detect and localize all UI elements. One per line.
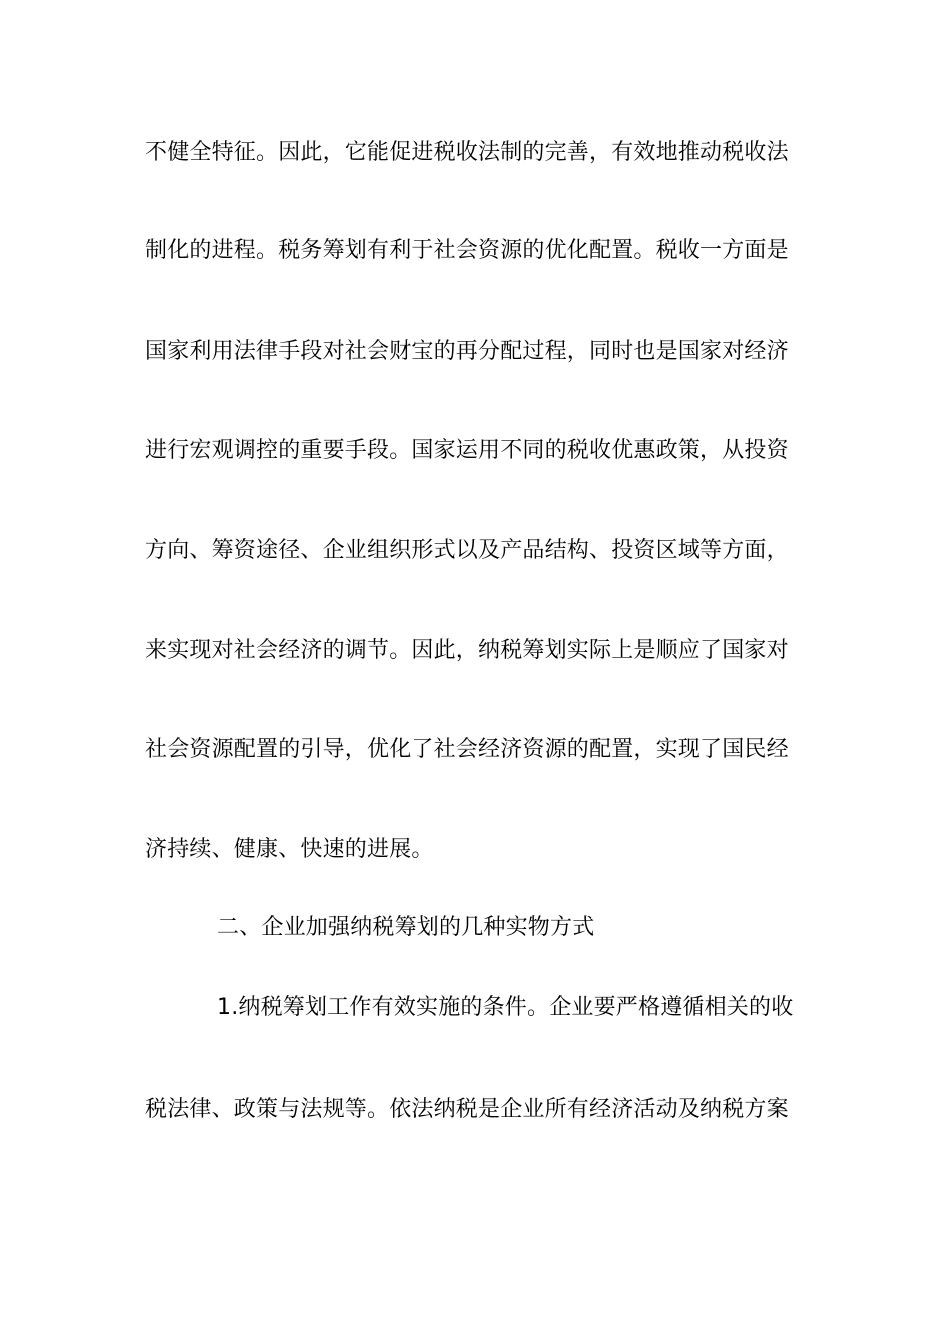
paragraph-line: 国家利用法律手段对社会财宝的再分配过程，同时也是国家对经济 <box>145 339 789 364</box>
paragraph-line: 来实现对社会经济的调节。因此，纳税筹划实际上是顺应了国家对 <box>145 638 789 663</box>
paragraph-line: 制化的进程。税务筹划有利于社会资源的优化配置。税收一方面是 <box>145 238 789 263</box>
paragraph-line: 1.纳税筹划工作有效实施的条件。企业要严格遵循相关的收 <box>217 995 794 1020</box>
section-heading: 二、企业加强纳税筹划的几种实物方式 <box>217 915 595 940</box>
paragraph-line: 进行宏观调控的重要手段。国家运用不同的税收优惠政策，从投资 <box>145 438 789 463</box>
paragraph-line: 社会资源配置的引导，优化了社会经济资源的配置，实现了国民经 <box>145 737 789 762</box>
paragraph-line: 不健全特征。因此，它能促进税收法制的完善，有效地推动税收法 <box>145 140 789 165</box>
paragraph-line: 税法律、政策与法规等。依法纳税是企业所有经济活动及纳税方案 <box>145 1097 789 1122</box>
paragraph-line: 方向、筹资途径、企业组织形式以及产品结构、投资区域等方面， <box>145 538 789 563</box>
paragraph-line: 济持续、健康、快速的进展。 <box>145 837 434 862</box>
